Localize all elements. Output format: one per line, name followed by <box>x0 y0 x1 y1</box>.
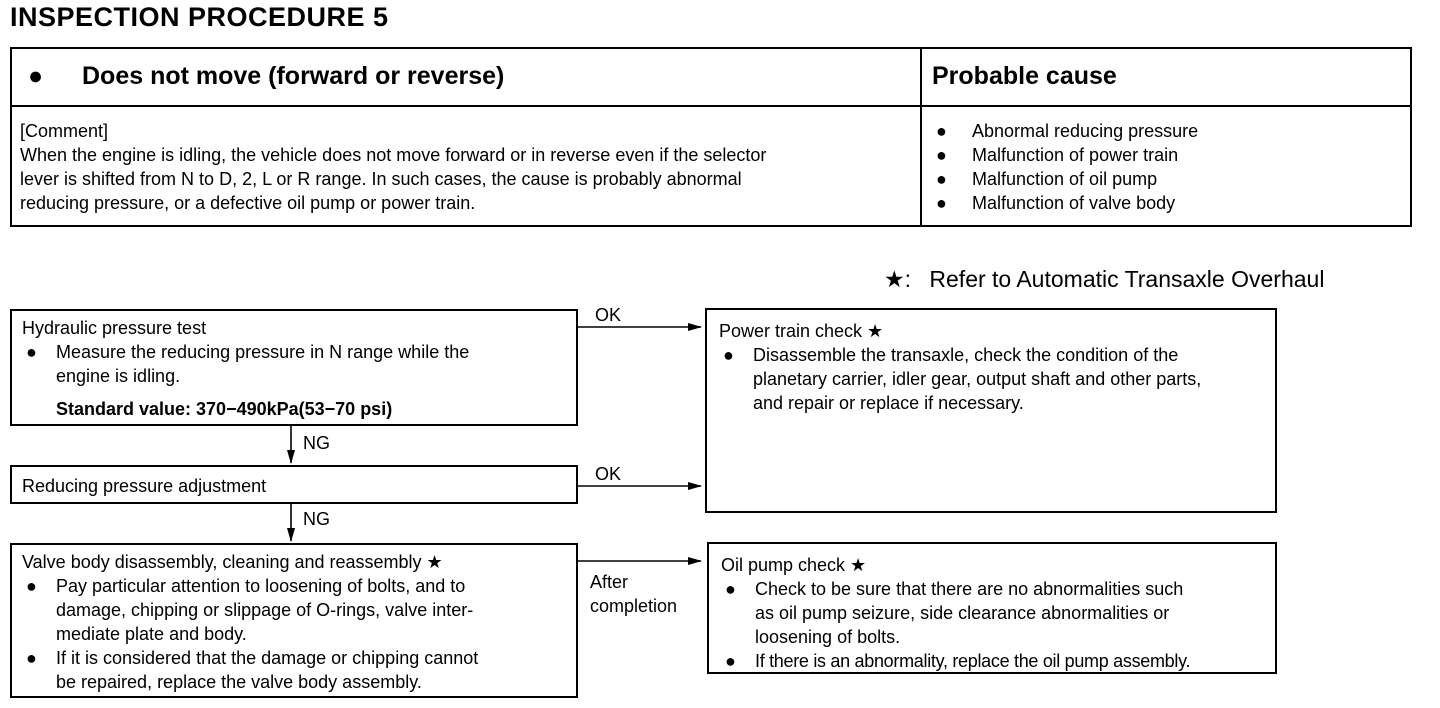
cause-item: Malfunction of valve body <box>972 193 1176 213</box>
bullet-icon: ● <box>26 342 37 362</box>
bullet-icon: ● <box>936 169 947 189</box>
bullet-icon: ● <box>28 62 44 90</box>
bullet-text: mediate plate and body. <box>56 624 247 644</box>
bullet-icon: ● <box>725 651 736 671</box>
cause-item: Abnormal reducing pressure <box>972 121 1199 141</box>
comment-label: [Comment] <box>20 121 109 141</box>
bullet-text: loosening of bolts. <box>755 627 901 647</box>
bullet-icon: ● <box>936 121 947 141</box>
box-title: Power train check ★ <box>719 321 884 341</box>
valve-body-box <box>10 543 578 698</box>
bullet-icon: ● <box>936 193 947 213</box>
ok-label: OK <box>595 464 622 484</box>
bullet-text: If it is considered that the damage or chipping cannot <box>56 648 479 668</box>
page-title: INSPECTION PROCEDURE 5 <box>10 2 389 32</box>
bullet-icon: ● <box>26 648 37 668</box>
bullet-text: damage, chipping or slippage of O-rings, valve inter- <box>56 600 474 620</box>
bullet-icon: ● <box>725 579 736 599</box>
bullet-text: engine is idling. <box>56 366 181 386</box>
bullet-text: as oil pump seizure, side clearance abnormalities or <box>755 603 1170 623</box>
bullet-text: planetary carrier, idler gear, output shaft and other parts, <box>753 369 1202 389</box>
ng-label: NG <box>303 509 330 529</box>
hydraulic-pressure-test-box <box>10 309 578 426</box>
bullet-text: be repaired, replace the valve body assembly. <box>56 672 422 692</box>
bullet-text: and repair or replace if necessary. <box>753 393 1024 413</box>
star-icon: ★: <box>884 266 912 292</box>
symptom-heading: Does not move (forward or reverse) <box>82 62 505 90</box>
bullet-text: Disassemble the transaxle, check the condition of the <box>753 345 1179 365</box>
reducing-pressure-adjustment-box <box>10 465 578 504</box>
bullet-text: If there is an abnormality, replace the oil pump assembly. <box>755 651 1191 671</box>
bullet-text: Measure the reducing pressure in N range while the <box>56 342 470 362</box>
legend-text: Refer to Automatic Transaxle Overhaul <box>929 266 1325 292</box>
power-train-check-box <box>705 308 1277 513</box>
probable-cause-heading: Probable cause <box>932 62 1117 90</box>
box-title: Hydraulic pressure test <box>22 318 207 338</box>
cause-item: Malfunction of oil pump <box>972 169 1158 189</box>
completion-label: completion <box>590 596 678 616</box>
box-title: Reducing pressure adjustment <box>22 476 267 496</box>
standard-value: Standard value: 370−490kPa(53−70 psi) <box>56 399 393 419</box>
bullet-icon: ● <box>936 145 947 165</box>
bullet-text: Check to be sure that there are no abnormalities such <box>755 579 1184 599</box>
bullet-text: Pay particular attention to loosening of bolts, and to <box>56 576 466 596</box>
bullet-icon: ● <box>723 345 734 365</box>
after-label: After <box>590 572 629 592</box>
box-title: Valve body disassembly, cleaning and reassembly ★ <box>22 552 443 572</box>
oil-pump-check-box <box>707 542 1277 674</box>
cause-item: Malfunction of power train <box>972 145 1179 165</box>
box-title: Oil pump check ★ <box>721 555 867 575</box>
ok-label: OK <box>595 305 622 325</box>
comment-line: When the engine is idling, the vehicle does not move forward or in reverse even if the selector <box>20 145 767 165</box>
ng-label: NG <box>303 433 330 453</box>
bullet-icon: ● <box>26 576 37 596</box>
comment-line: lever is shifted from N to D, 2, L or R range. In such cases, the cause is probably abnormal <box>20 169 742 189</box>
comment-line: reducing pressure, or a defective oil pump or power train. <box>20 193 476 213</box>
